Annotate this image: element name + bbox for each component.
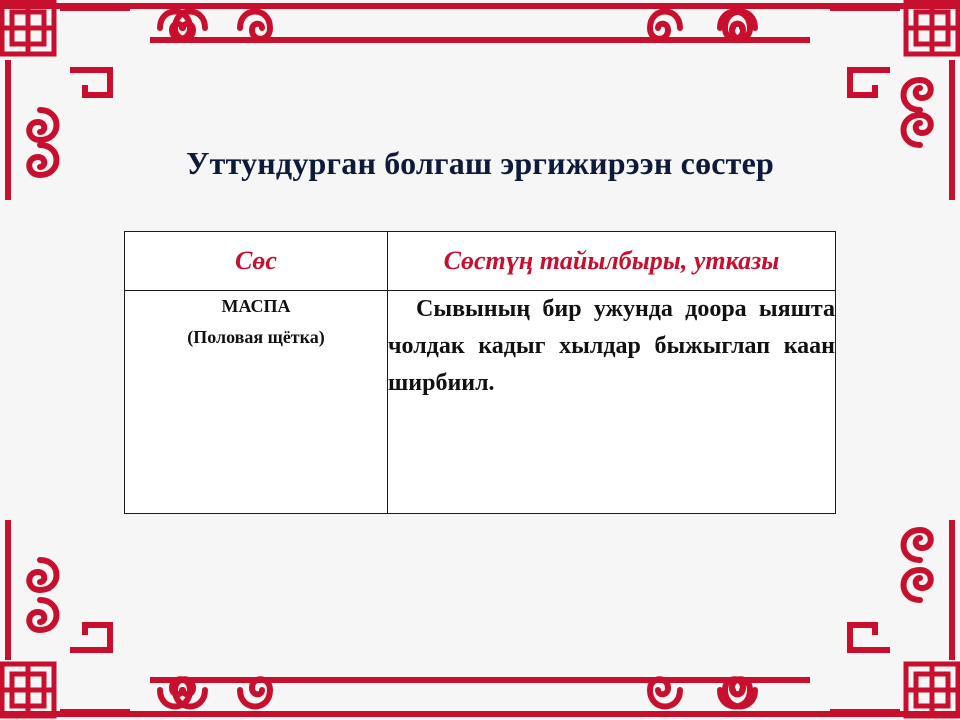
word-cell xyxy=(125,291,388,514)
word-term: МАСПА xyxy=(221,296,291,316)
definition-text: Сывының бир ужунда доора ыяшта чолдак кадыг хылдар быжыглап каан ширбиил. xyxy=(388,296,835,396)
page-title: Уттундурган болгаш эргижирээн сөстер xyxy=(186,145,774,181)
bottom-scrolls xyxy=(160,679,755,706)
column-header-word: Сөс xyxy=(125,232,388,291)
table-header-row xyxy=(125,232,836,291)
definition-cell xyxy=(388,291,836,514)
top-scrolls xyxy=(160,12,755,39)
column-header-meaning: Сөстүң тайылбыры, утказы xyxy=(388,232,836,291)
knot-top-right-icon xyxy=(906,2,958,54)
vocabulary-table xyxy=(124,231,836,514)
table-row xyxy=(125,291,836,514)
word-translation: (Половая щётка) xyxy=(187,327,325,347)
top-ornament-band xyxy=(0,6,960,40)
knot-bottom-left-icon xyxy=(2,664,54,716)
knot-top-left-icon xyxy=(2,2,54,54)
knot-bottom-right-icon xyxy=(906,664,958,716)
